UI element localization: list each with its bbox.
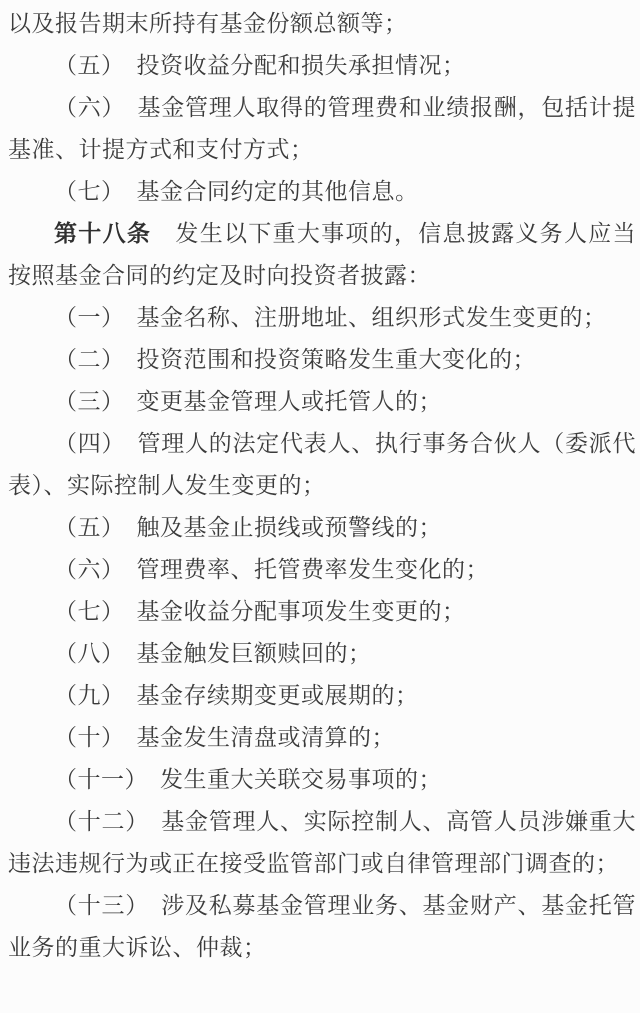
paragraph-text: （六） 基金管理人取得的管理费和业绩报酬，包括计提基准、计提方式和支付方式； bbox=[8, 95, 636, 162]
paragraph bbox=[8, 423, 636, 507]
paragraph bbox=[8, 339, 636, 381]
paragraph bbox=[8, 87, 636, 171]
paragraph bbox=[8, 801, 636, 885]
paragraph bbox=[8, 633, 636, 675]
paragraph-text: （一） 基金名称、注册地址、组织形式发生变更的； bbox=[54, 305, 607, 330]
paragraph-text: （十一） 发生重大关联交易事项的； bbox=[54, 767, 442, 792]
paragraph-text: （十三） 涉及私募基金管理业务、基金财产、基金托管业务的重大诉讼、仲裁； bbox=[8, 893, 636, 960]
paragraph bbox=[8, 549, 636, 591]
paragraph-text: （九） 基金存续期变更或展期的； bbox=[54, 683, 419, 708]
paragraph-text: （七） 基金合同约定的其他信息。 bbox=[54, 179, 419, 204]
paragraph-text: 以及报告期末所持有基金份额总额等； bbox=[8, 11, 408, 36]
paragraph-text: （三） 变更基金管理人或托管人的； bbox=[54, 389, 442, 414]
paragraph bbox=[8, 759, 636, 801]
document-body bbox=[8, 3, 636, 969]
paragraph bbox=[8, 675, 636, 717]
paragraph-text: （四） 管理人的法定代表人、执行事务合伙人（委派代表）、实际控制人发生变更的； bbox=[8, 431, 636, 498]
paragraph bbox=[8, 297, 636, 339]
paragraph bbox=[8, 213, 636, 297]
paragraph-text: （五） 投资收益分配和损失承担情况； bbox=[54, 53, 466, 78]
paragraph bbox=[8, 45, 636, 87]
paragraph bbox=[8, 381, 636, 423]
paragraph-text: （八） 基金触发巨额赎回的； bbox=[54, 641, 372, 666]
article-number: 第十八条 bbox=[54, 221, 152, 246]
paragraph-text: 发生以下重大事项的，信息披露义务人应当按照基金合同的约定及时向投资者披露： bbox=[8, 221, 637, 288]
paragraph bbox=[8, 591, 636, 633]
paragraph bbox=[8, 717, 636, 759]
paragraph bbox=[8, 171, 636, 213]
paragraph-text: （十） 基金发生清盘或清算的； bbox=[54, 725, 395, 750]
paragraph-text: （五） 触及基金止损线或预警线的； bbox=[54, 515, 442, 540]
paragraph-text: （十二） 基金管理人、实际控制人、高管人员涉嫌重大违法违规行为或正在接受监管部门或自律管理部门调查的； bbox=[8, 809, 636, 876]
paragraph bbox=[8, 507, 636, 549]
paragraph-text: （七） 基金收益分配事项发生变更的； bbox=[54, 599, 466, 624]
paragraph-text: （二） 投资范围和投资策略发生重大变化的； bbox=[54, 347, 536, 372]
paragraph bbox=[8, 3, 636, 45]
paragraph-text: （六） 管理费率、托管费率发生变化的； bbox=[54, 557, 489, 582]
paragraph bbox=[8, 885, 636, 969]
